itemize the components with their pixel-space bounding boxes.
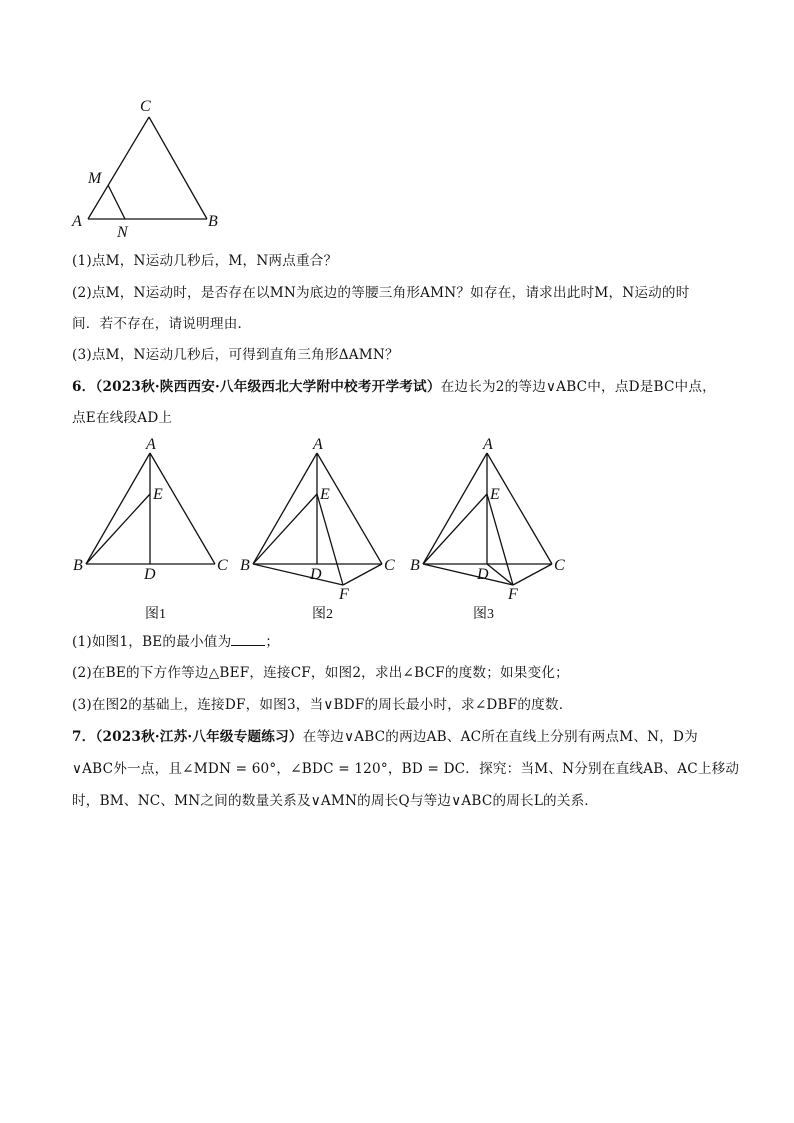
fig1-caption: 图1 (145, 607, 166, 622)
fig2-label-e: E (320, 486, 330, 503)
q7-line3: 时，BM、NC、MN之间的数量关系及∨AMN的周长Q与等边∨ABC的周长L的关系． (72, 793, 599, 809)
q6-stem-a: 在边长为2的等边∨ABC中，点D是BC中点， (440, 379, 716, 395)
figure-3 (407, 433, 577, 603)
fig1-label-d: D (144, 566, 156, 583)
figure-triangle-amn (60, 92, 240, 242)
q6-part1 (72, 633, 279, 651)
q7-line1-text: 在等边∨ABC的两边AB、AC所在直线上分别有两点M、N，D为 (302, 729, 698, 745)
fig2-label-c: C (384, 557, 395, 574)
q6-number: 6． (72, 379, 96, 395)
fig2-label-b: B (240, 557, 250, 574)
figure-2 (237, 433, 407, 603)
q7-source: （2023秋·江苏·八年级专题练习） (95, 729, 303, 745)
fig3-label-b: B (410, 557, 420, 574)
fig1-label-e: E (153, 486, 163, 503)
fig1-label-b: B (73, 557, 83, 574)
fig3-label-d: D (477, 566, 489, 583)
figure-1 (70, 433, 240, 583)
fig3-label-f: F (508, 586, 518, 603)
fig1-label-c: C (217, 557, 228, 574)
q6-stem-line1 (72, 378, 716, 396)
fig3-label-e: E (490, 486, 500, 503)
q6-part3: (3)在图2的基础上，连接DF，如图3，当∨BDF的周长最小时，求∠DBF的度数． (72, 697, 573, 713)
q6-part1-suffix: ； (265, 634, 280, 650)
fig1-label-a: A (146, 436, 156, 453)
fig3-label-a: A (483, 436, 493, 453)
segment-mn (108, 185, 125, 219)
q7-line2: ∨ABC外一点，且∠MDN = 60°，∠BDC = 120°，BD = DC．探究：当M、N分别在直线AB、AC上移动 (72, 761, 740, 777)
segment-cb (149, 117, 207, 219)
q6-part2: (2)在BE的下方作等边△BEF，连接CF，如图2，求出∠BCF的度数；如果变化； (72, 665, 569, 681)
label-c: C (140, 98, 151, 115)
q5-part1: (1)点M，N运动几秒后，M，N两点重合？ (72, 253, 338, 269)
label-m: M (88, 170, 102, 187)
q5-part2-line2: 间．若不存在，请说明理由． (72, 316, 252, 332)
q6-source: （2023秋·陕西西安·八年级西北大学附中校考开学考试） (95, 379, 441, 395)
label-b: B (208, 213, 218, 230)
label-n: N (117, 224, 128, 241)
fig2-label-a: A (313, 436, 323, 453)
q7-number: 7． (72, 729, 96, 745)
q5-part2-line1: (2)点M，N运动时，是否存在以MN为底边的等腰三角形AMN？如存在，请求出此时M，N运动的时 (72, 285, 690, 301)
q6-part1-prefix: (1)如图1，BE的最小值为 (72, 634, 232, 650)
q7-line1 (72, 728, 698, 746)
q5-part3: (3)点M，N运动几秒后，可得到直角三角形ΔAMN？ (72, 347, 399, 363)
fig3-label-c: C (554, 557, 565, 574)
label-a: A (72, 213, 82, 230)
fig3-caption: 图3 (473, 607, 494, 622)
answer-blank (231, 633, 265, 646)
q6-stem-line2: 点E在线段AD上 (72, 410, 173, 426)
fig2-label-f: F (339, 586, 349, 603)
fig2-caption: 图2 (312, 607, 333, 622)
segment-ac (88, 117, 149, 219)
fig2-label-d: D (310, 566, 322, 583)
